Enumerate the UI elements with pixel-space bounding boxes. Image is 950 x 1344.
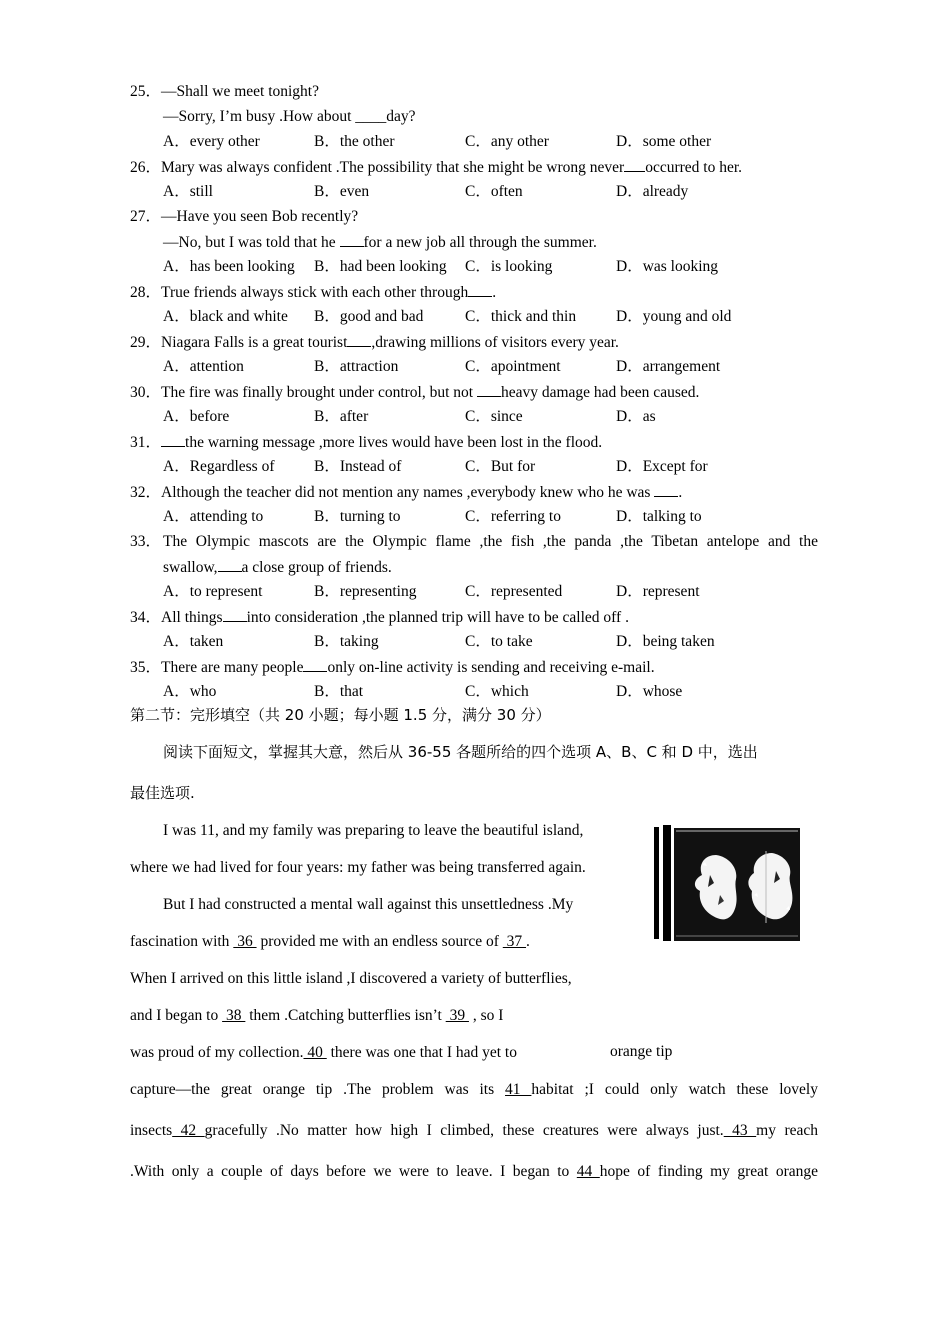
question-34: 34．All things into consideration ,the planned trip will have to be called off .: [130, 609, 629, 626]
question-26: 26．Mary was always confident .The possibility that she might be wrong never occurred to her.: [130, 159, 743, 176]
passage-line: capture—the great orange tip .The problem was its 41 habitat ;I could only watch these lovely: [130, 1081, 818, 1098]
blank-42: 42: [172, 1122, 205, 1139]
question-31-options: [163, 457, 708, 477]
butterfly-image: [654, 825, 800, 943]
option-c: C．thick and thin: [465, 308, 577, 325]
blank-36: 36: [233, 933, 257, 950]
passage-line: .With only a couple of days before we were to leave. I began to 44 hope of finding my great orange: [130, 1163, 819, 1180]
option-b: B．attraction: [314, 358, 399, 375]
option-a: A．still: [163, 183, 213, 200]
option-d: D．talking to: [616, 508, 702, 525]
option-d: D．as: [616, 408, 656, 425]
option-a: A．who: [163, 683, 217, 700]
option-a: A．Regardless of: [163, 458, 275, 475]
option-b: B．after: [314, 408, 369, 425]
question-35: 35．There are many people only on-line activity is sending and receiving e-mail.: [130, 659, 655, 676]
option-d: D．whose: [616, 683, 683, 700]
option-c: C．which: [465, 683, 529, 700]
question-32-options: [163, 507, 702, 527]
blank-38: 38: [222, 1007, 246, 1024]
answer-blank: [218, 557, 242, 572]
question-25-options: [163, 132, 711, 152]
option-a: A．to represent: [163, 583, 263, 600]
option-d: D．already: [616, 183, 689, 200]
blank-43: 43: [723, 1122, 757, 1139]
passage-line: But I had constructed a mental wall against this unsettledness .My: [163, 896, 574, 913]
option-c: C．since: [465, 408, 523, 425]
blank-44: 44: [576, 1163, 600, 1180]
blank-37: 37: [502, 933, 527, 950]
option-a: A．before: [163, 408, 230, 425]
blank-39: 39: [445, 1007, 469, 1024]
option-b: B．even: [314, 183, 370, 200]
option-d: D．some other: [616, 133, 712, 150]
section-heading: 第二节：完形填空（共 20 小题；每小题 1.5 分，满分 30 分）: [130, 706, 551, 724]
answer-blank: [477, 382, 501, 397]
question-33: 33． The Olympic mascots are the Olympic flame ,the fish ,the panda ,the Tibetan antelope and the: [130, 533, 818, 550]
option-a: A．attending to: [163, 508, 264, 525]
answer-blank: [468, 282, 492, 297]
question-27: 27．—Have you seen Bob recently?: [130, 208, 359, 225]
option-c: C．apointment: [465, 358, 561, 375]
passage-line: fascination with 36 provided me with an endless source of 37 .: [130, 933, 530, 950]
question-34-options: [163, 632, 715, 652]
question-31: 31． the warning message ,more lives would have been lost in the flood.: [130, 434, 603, 451]
question-25: 25．—Shall we meet tonight?: [130, 83, 319, 100]
option-d: D．Except for: [616, 458, 708, 475]
question-29-options: [163, 357, 720, 377]
option-b: B．Instead of: [314, 458, 402, 475]
figure-caption: orange tip: [610, 1043, 673, 1060]
option-b: B．that: [314, 683, 364, 700]
option-c: C．any other: [465, 133, 549, 150]
answer-blank: [161, 432, 185, 447]
passage-line: insects 42 gracefully .No matter how high I climbed, these creatures were always just. 43 my reach: [130, 1122, 819, 1139]
question-32: 32．Although the teacher did not mention any names ,everybody knew who he was .: [130, 484, 683, 501]
option-b: B．the other: [314, 133, 395, 150]
option-d: D．young and old: [616, 308, 732, 325]
option-a: A．taken: [163, 633, 224, 650]
option-a: A．attention: [163, 358, 244, 375]
option-d: D．represent: [616, 583, 700, 600]
question-35-options: [163, 682, 682, 702]
answer-blank: [654, 482, 678, 497]
answer-blank: [303, 657, 327, 672]
option-c: C．often: [465, 183, 523, 200]
option-c: C．represented: [465, 583, 563, 600]
question-27-line2: —No, but I was told that he for a new job all through the summer.: [163, 234, 597, 251]
blank-40: 40: [303, 1044, 327, 1061]
option-c: C．to take: [465, 633, 533, 650]
question-25-line2: —Sorry, I’m busy .How about ____day?: [163, 108, 416, 125]
option-d: D．being taken: [616, 633, 715, 650]
answer-blank: [223, 607, 247, 622]
option-b: B．representing: [314, 583, 417, 600]
option-b: B．turning to: [314, 508, 401, 525]
question-33-options: [163, 582, 700, 602]
option-b: B．good and bad: [314, 308, 424, 325]
passage-line: I was 11, and my family was preparing to leave the beautiful island,: [163, 822, 584, 839]
section-instruction: 阅读下面短文，掌握其大意，然后从 36-55 各题所给的四个选项 A、B、C 和 D 中，选出: [163, 743, 758, 761]
option-c: C．But for: [465, 458, 536, 475]
question-30: 30．The fire was finally brought under control, but not heavy damage had been caused.: [130, 384, 700, 401]
option-d: D．was looking: [616, 258, 719, 275]
option-c: C．is looking: [465, 258, 553, 275]
passage-line: where we had lived for four years: my father was being transferred again.: [130, 859, 586, 876]
question-29: 29．Niagara Falls is a great tourist ,drawing millions of visitors every year.: [130, 334, 619, 351]
option-a: A．every other: [163, 133, 260, 150]
option-b: B．had been looking: [314, 258, 447, 275]
option-c: C．referring to: [465, 508, 561, 525]
passage-line: and I began to 38 them .Catching butterflies isn’t 39 , so I: [130, 1007, 504, 1024]
option-b: B．taking: [314, 633, 379, 650]
question-28: 28．True friends always stick with each other through .: [130, 284, 497, 301]
question-28-options: [163, 307, 731, 327]
question-30-options: [163, 407, 656, 427]
answer-blank: [624, 157, 645, 172]
question-33-line2: swallow, a close group of friends.: [163, 559, 392, 576]
passage-line: When I arrived on this little island ,I discovered a variety of butterflies,: [130, 970, 572, 987]
passage-line: was proud of my collection. 40 there was one that I had yet to: [130, 1044, 517, 1061]
section-instruction-cont: 最佳选项.: [130, 784, 195, 802]
answer-blank: [347, 332, 371, 347]
orange-tip-butterfly-picture: [654, 825, 800, 943]
question-27-options: [163, 257, 718, 277]
option-d: D．arrangement: [616, 358, 721, 375]
answer-blank: [340, 232, 364, 247]
blank-41: 41: [505, 1081, 532, 1098]
option-a: A．has been looking: [163, 258, 295, 275]
question-26-options: [163, 182, 688, 202]
option-a: A．black and white: [163, 308, 288, 325]
